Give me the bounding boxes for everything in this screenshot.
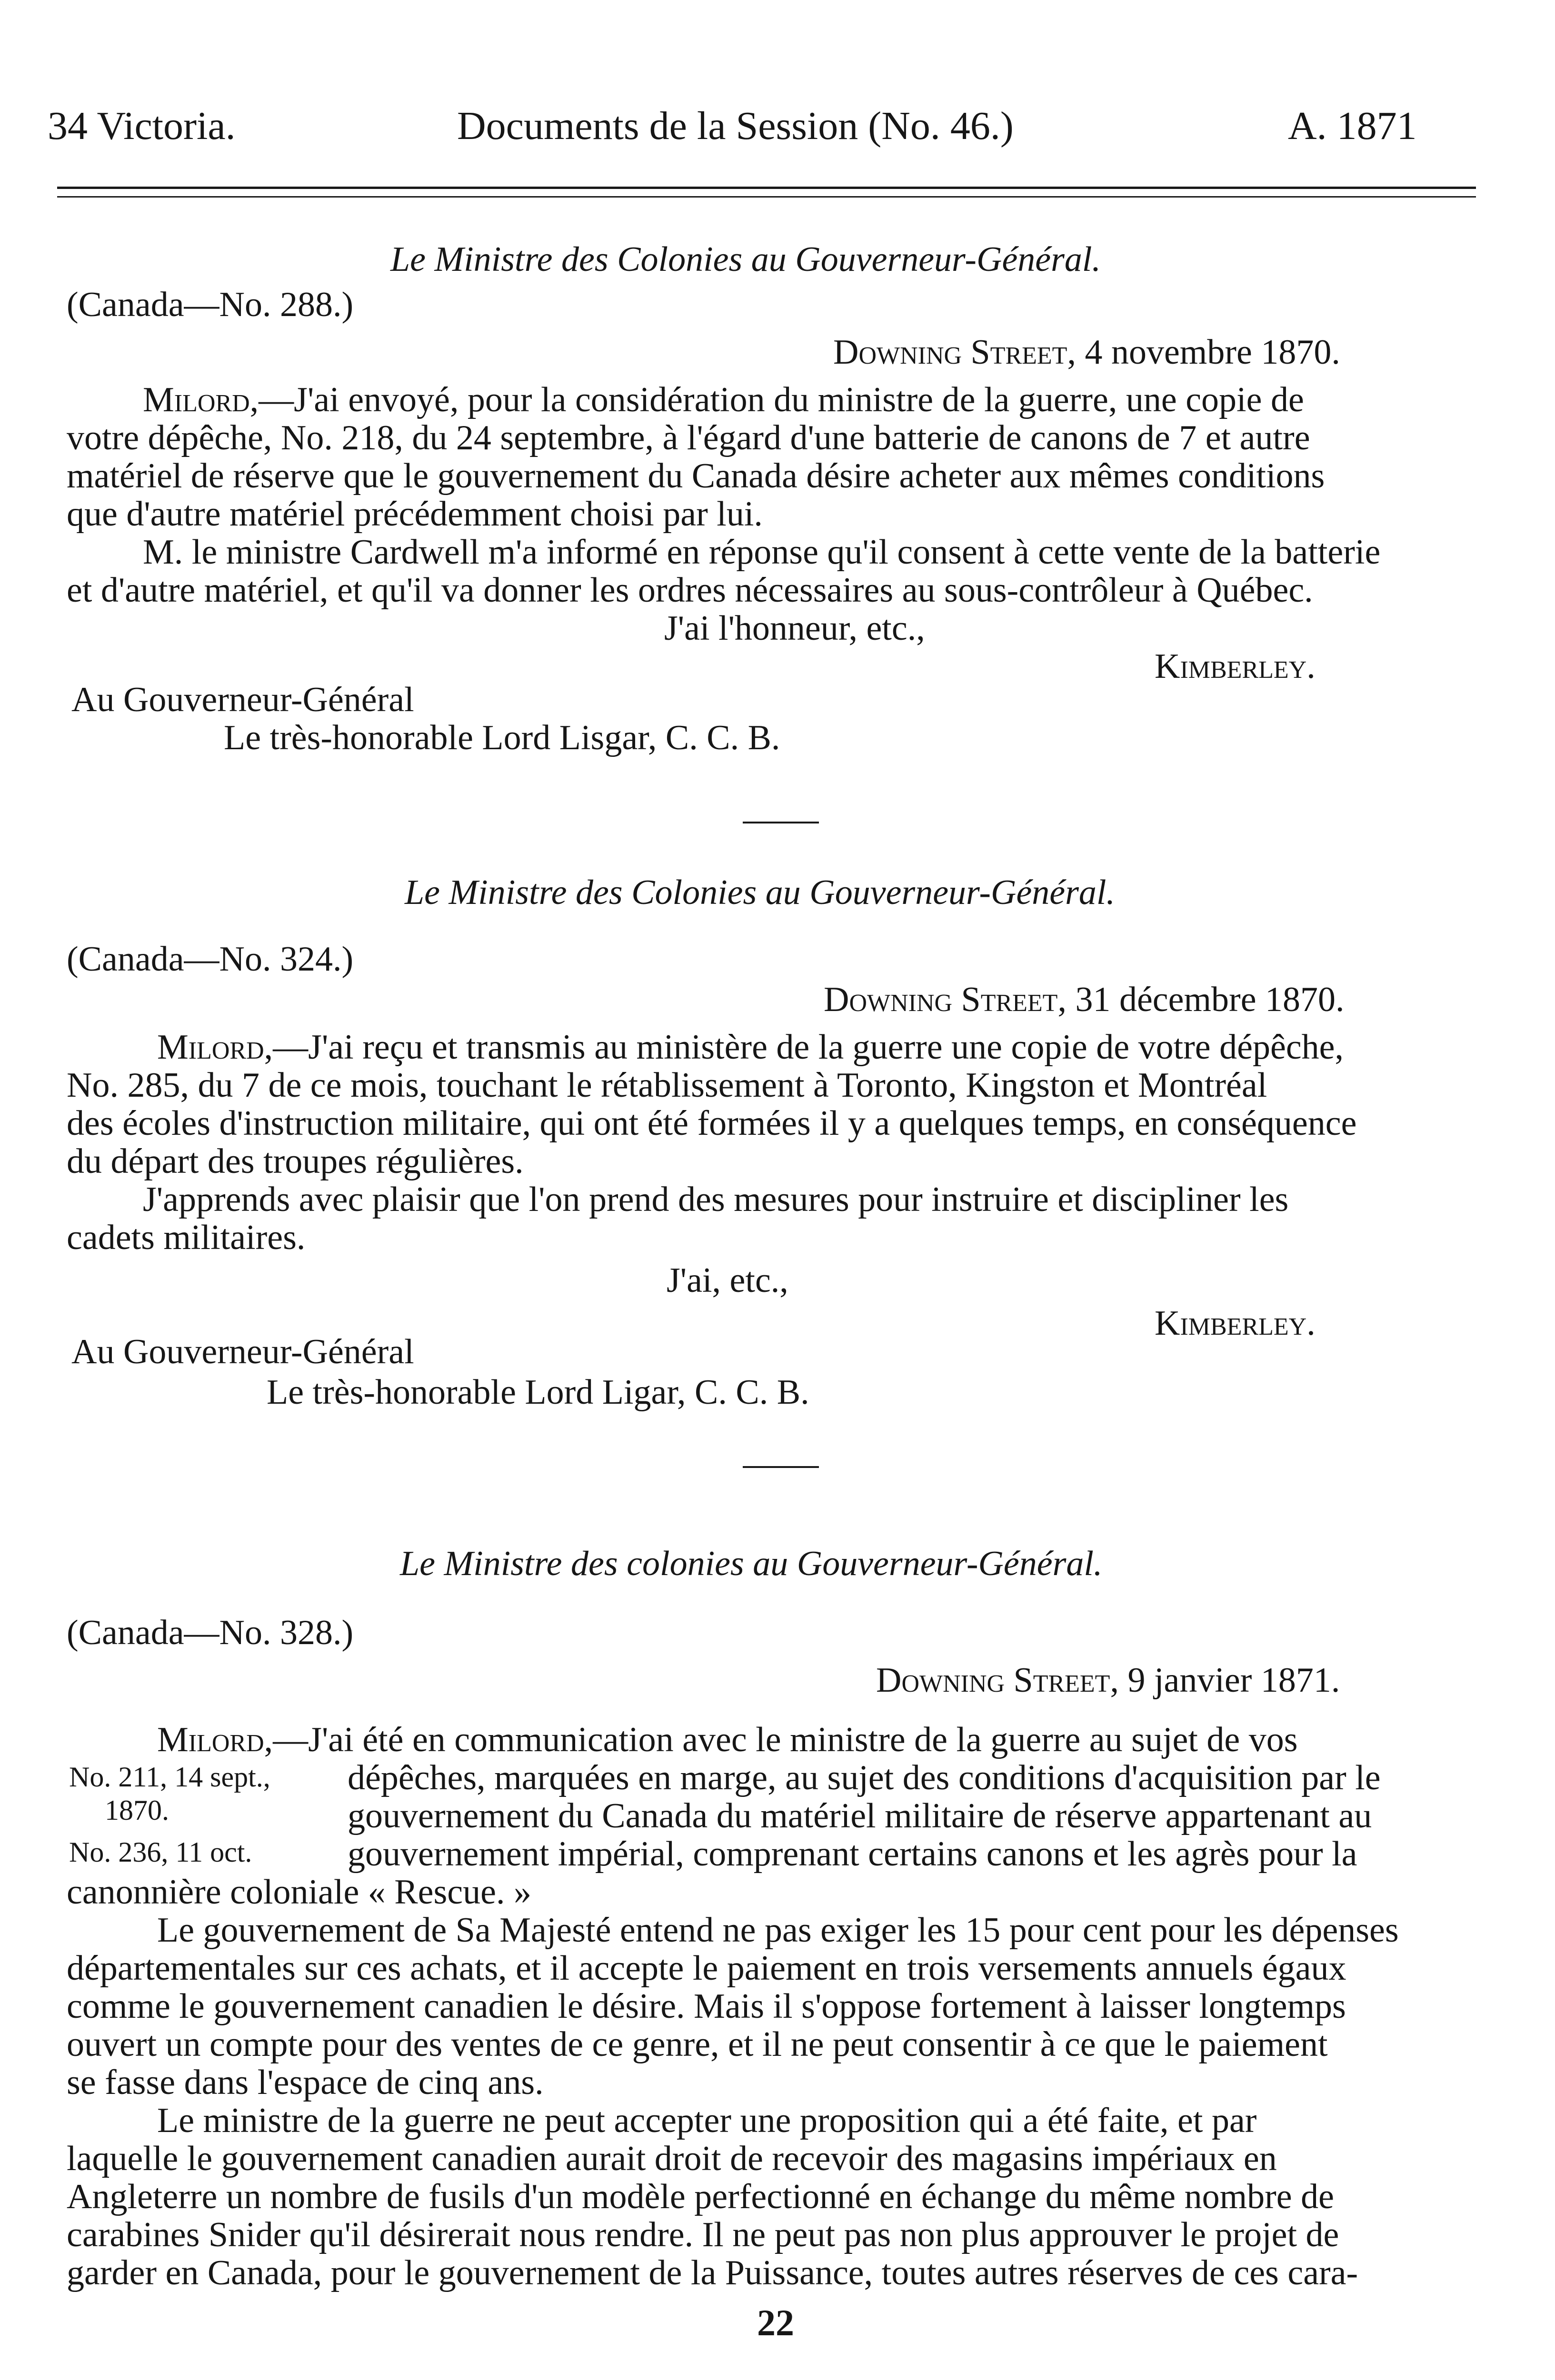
letter-3-dateline <box>876 1661 1340 1699</box>
header-left: 34 Victoria. <box>48 104 236 148</box>
letter-3-line-14: carabines Snider qu'il désirerait nous rendre. Il ne peut pas non plus approuver le projet de <box>67 2215 1339 2254</box>
letter-2-ref: (Canada—No. 324.) <box>67 940 354 979</box>
margin-note-1: No. 211, 14 sept., <box>69 1761 270 1793</box>
letter-3-heading: Le Ministre des colonies au Gouverneur-Général. <box>400 1544 1103 1583</box>
letter-2-line-1-text: —J'ai reçu et transmis au ministère de la guerre une copie de votre dépêche, <box>273 1028 1344 1067</box>
letter-1-line-5: M. le ministre Cardwell m'a informé en réponse qu'il consent à cette vente de la batterie <box>143 533 1381 572</box>
letter-3-line-15: garder en Canada, pour le gouvernement de la Puissance, toutes autres réserves de ces cara- <box>67 2253 1358 2292</box>
separator-2 <box>743 1466 819 1468</box>
letter-3-salutation: Milord, <box>157 1720 273 1759</box>
letter-2-line-2: No. 285, du 7 de ce mois, touchant le rétablissement à Toronto, Kingston et Montréal <box>67 1066 1267 1105</box>
page-number: 22 <box>757 2302 794 2343</box>
letter-2-place: Downing Street, <box>824 980 1067 1019</box>
letter-1-salutation: Milord, <box>143 380 259 419</box>
letter-2-date: 31 décembre 1870. <box>1075 980 1345 1019</box>
letter-1-line-6: et d'autre matériel, et qu'il va donner les ordres nécessaires au sous-contrôleur à Québec. <box>67 571 1313 610</box>
letter-1-line-1-text: —J'ai envoyé, pour la considération du ministre de la guerre, une copie de <box>259 380 1304 419</box>
letter-2-line-6: cadets militaires. <box>67 1218 306 1257</box>
header-right: A. 1871 <box>1288 104 1417 148</box>
header-rule-top <box>57 187 1476 189</box>
letter-3-date: 9 janvier 1871. <box>1127 1661 1340 1700</box>
letter-3-line-6: Le gouvernement de Sa Majesté entend ne pas exiger les 15 pour cent pour les dépenses <box>157 1911 1399 1950</box>
letter-1-line-1 <box>143 381 1304 419</box>
margin-note-3: No. 236, 11 oct. <box>69 1836 252 1868</box>
letter-2-heading: Le Ministre des Colonies au Gouverneur-Général. <box>405 873 1115 912</box>
letter-1-addressee-2: Le très-honorable Lord Lisgar, C. C. B. <box>224 718 780 757</box>
letter-2-addressee-1: Au Gouverneur-Général <box>71 1332 414 1371</box>
letter-3-line-2: dépêches, marquées en marge, au sujet des conditions d'acquisition par le <box>348 1758 1381 1797</box>
letter-1-closing: J'ai l'honneur, etc., <box>664 609 925 648</box>
letter-2-line-4: du départ des troupes régulières. <box>67 1142 524 1181</box>
letter-3-line-11: Le ministre de la guerre ne peut accepter une proposition qui a été faite, et par <box>157 2101 1257 2140</box>
separator-1 <box>743 822 819 823</box>
letter-2-addressee-2: Le très-honorable Lord Ligar, C. C. B. <box>267 1373 809 1412</box>
letter-3-line-1-text: —J'ai été en communication avec le ministre de la guerre au sujet de vos <box>273 1720 1298 1759</box>
letter-2-signature: Kimberley. <box>1155 1304 1316 1343</box>
margin-note-2: 1870. <box>105 1795 169 1826</box>
letter-3-line-9: ouvert un compte pour des ventes de ce genre, et il ne peut consentir à ce que le paiement <box>67 2025 1328 2064</box>
letter-3-line-1 <box>157 1721 1298 1759</box>
header-rule-bottom <box>57 196 1476 198</box>
letter-2-salutation: Milord, <box>157 1028 273 1067</box>
letter-1-addressee-1: Au Gouverneur-Général <box>71 680 414 719</box>
letter-1-ref: (Canada—No. 288.) <box>67 285 354 324</box>
letter-3-ref: (Canada—No. 328.) <box>67 1613 354 1652</box>
letter-2-line-1 <box>157 1028 1344 1066</box>
header-center: Documents de la Session (No. 46.) <box>457 104 1014 148</box>
letter-3-line-13: Angleterre un nombre de fusils d'un modèle perfectionné en échange du même nombre de <box>67 2177 1334 2216</box>
letter-3-line-12: laquelle le gouvernement canadien aurait droit de recevoir des magasins impériaux en <box>67 2139 1277 2178</box>
letter-2-closing: J'ai, etc., <box>667 1261 788 1300</box>
letter-1-line-3: matériel de réserve que le gouvernement du Canada désire acheter aux mêmes conditions <box>67 456 1325 496</box>
letter-3-line-4: gouvernement impérial, comprenant certains canons et les agrès pour la <box>348 1835 1357 1874</box>
letter-1-dateline <box>833 333 1340 371</box>
letter-1-date: 4 novembre 1870. <box>1085 333 1340 372</box>
letter-2-line-5: J'apprends avec plaisir que l'on prend des mesures pour instruire et discipliner les <box>143 1180 1289 1219</box>
letter-2-dateline <box>824 981 1345 1019</box>
letter-3-place: Downing Street, <box>876 1661 1119 1700</box>
letter-3-line-8: comme le gouvernement canadien le désire. Mais il s'oppose fortement à laisser longtemps <box>67 1987 1346 2026</box>
letter-1-line-4: que d'autre matériel précédemment choisi par lui. <box>67 495 763 534</box>
letter-2-line-3: des écoles d'instruction militaire, qui ont été formées il y a quelques temps, en conséquence <box>67 1104 1357 1143</box>
letter-3-line-7: départementales sur ces achats, et il accepte le paiement en trois versements annuels égaux <box>67 1949 1346 1988</box>
letter-1-signature: Kimberley. <box>1155 647 1316 686</box>
letter-1-place: Downing Street, <box>833 333 1076 372</box>
letter-3-line-10: se fasse dans l'espace de cinq ans. <box>67 2063 544 2102</box>
letter-3-line-5: canonnière coloniale « Rescue. » <box>67 1873 531 1912</box>
letter-3-line-3: gouvernement du Canada du matériel militaire de réserve appartenant au <box>348 1796 1372 1835</box>
letter-1-heading: Le Ministre des Colonies au Gouverneur-Général. <box>390 240 1101 279</box>
letter-1-line-2: votre dépêche, No. 218, du 24 septembre, à l'égard d'une batterie de canons de 7 et autre <box>67 418 1310 457</box>
